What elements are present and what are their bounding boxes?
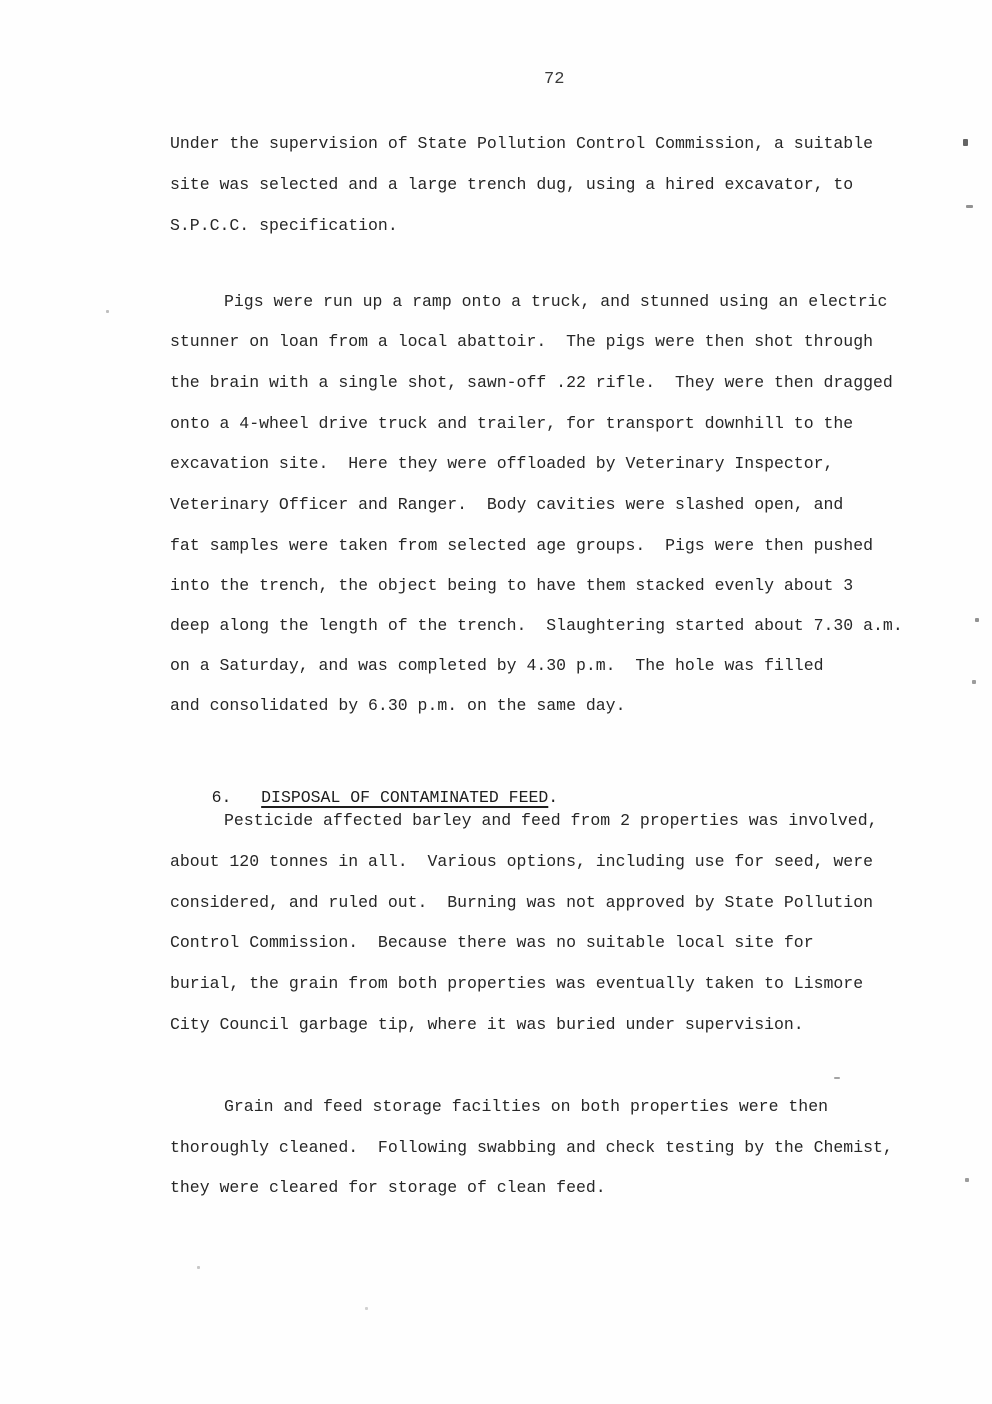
text-line: Veterinary Officer and Ranger. Body cavities were slashed open, and (170, 495, 844, 514)
text-line: thoroughly cleaned. Following swabbing and check testing by the Chemist, (170, 1138, 893, 1157)
section-number: 6. (211, 788, 232, 807)
scan-speck (972, 680, 976, 684)
text-line: Under the supervision of State Pollution Control Commission, a suitable (170, 134, 874, 153)
scan-speck (197, 1266, 200, 1269)
heading-spacer (231, 788, 261, 807)
text-line: Control Commission. Because there was no suitable local site for (170, 933, 814, 952)
text-line: and consolidated by 6.30 p.m. on the same day. (170, 696, 626, 715)
scan-speck (834, 1077, 840, 1079)
section-title-period: . (548, 788, 559, 807)
text-line: excavation site. Here they were offloaded by Veterinary Inspector, (170, 454, 834, 473)
text-line: stunner on loan from a local abattoir. The pigs were then shot through (170, 332, 874, 351)
text-line: the brain with a single shot, sawn-off .22 rifle. They were then dragged (170, 373, 893, 392)
text-line: about 120 tonnes in all. Various options, including use for seed, were (170, 852, 874, 871)
text-line: Grain and feed storage facilties on both properties were then (224, 1097, 828, 1116)
text-line: on a Saturday, and was completed by 4.30 p.m. The hole was filled (170, 656, 824, 675)
text-line: City Council garbage tip, where it was buried under supervision. (170, 1015, 804, 1034)
scan-speck (975, 618, 979, 622)
scan-speck (965, 1178, 969, 1182)
text-line: deep along the length of the trench. Slaughtering started about 7.30 a.m. (170, 616, 903, 635)
scan-speck (966, 205, 973, 208)
scan-speck (365, 1307, 368, 1310)
scan-speck (106, 310, 109, 313)
text-line: considered, and ruled out. Burning was not approved by State Pollution (170, 893, 874, 912)
text-line: onto a 4-wheel drive truck and trailer, for transport downhill to the (170, 414, 854, 433)
text-line: Pigs were run up a ramp onto a truck, and stunned using an electric (224, 292, 888, 311)
section-title: DISPOSAL OF CONTAMINATED FEED (261, 788, 549, 807)
text-line: S.P.C.C. specification. (170, 216, 398, 235)
text-line: burial, the grain from both properties was eventually taken to Lismore (170, 974, 864, 993)
scan-speck (963, 139, 968, 146)
text-line: into the trench, the object being to have them stacked evenly about 3 (170, 576, 854, 595)
text-line: site was selected and a large trench dug, using a hired excavator, to (170, 175, 854, 194)
text-line: fat samples were taken from selected age groups. Pigs were then pushed (170, 536, 874, 555)
text-line: Pesticide affected barley and feed from 2 properties was involved, (224, 811, 878, 830)
page-number: 72 (544, 70, 565, 89)
text-line: they were cleared for storage of clean feed. (170, 1178, 606, 1197)
